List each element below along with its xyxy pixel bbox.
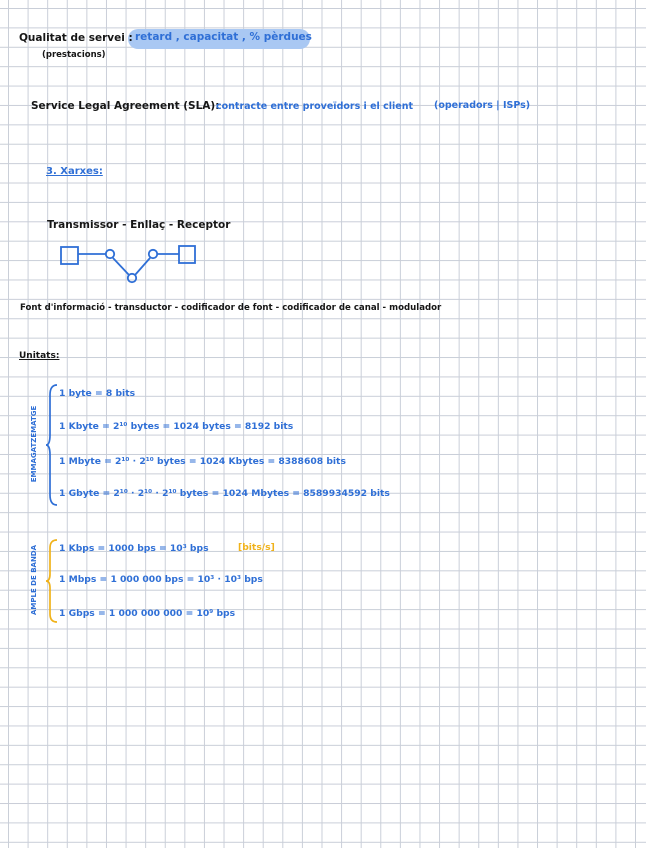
pipeline-text: Font d'informació - transductor - codificador de font - codificador de canal - modulador [20,303,442,313]
link-line [113,258,129,275]
node-circle [128,274,136,282]
section-title: 3. Xarxes: [46,166,103,177]
storage-line-4: 1 Gbyte = 2¹⁰ · 2¹⁰ · 2¹⁰ bytes = 1024 Mbytes = 8589934592 bits [59,488,390,499]
storage-line-3: 1 Mbyte = 2¹⁰ · 2¹⁰ bytes = 1024 Kbytes = 8388608 bits [59,456,346,467]
storage-brace [44,383,60,508]
bandwidth-line-2: 1 Mbps = 1 000 000 bps = 10³ · 10³ bps [59,574,263,585]
bandwidth-brace [44,538,60,624]
qos-sublabel: (prestacions) [42,50,106,60]
transmitter-box [61,247,78,264]
qos-values: retard , capacitat , % pèrdues [135,31,312,43]
sla-label: Service Legal Agreement (SLA): [31,100,220,112]
chain-text: Transmissor - Enllaç - Receptor [47,219,231,231]
bandwidth-unit: [bits/s] [238,542,275,553]
link-line [135,258,150,275]
units-title: Unitats: [19,351,60,361]
sla-description: contracte entre proveïdors i el client [216,101,414,112]
node-circle [149,250,157,258]
bandwidth-label: AMPLE DE BANDA [30,544,38,616]
storage-line-2: 1 Kbyte = 2¹⁰ bytes = 1024 bytes = 8192 bits [59,421,294,432]
sla-note: (operadors | ISPs) [434,100,531,111]
bandwidth-line-1: 1 Kbps = 1000 bps = 10³ bps [59,543,209,554]
receiver-box [179,246,195,263]
qos-label: Qualitat de servei : [19,32,133,44]
node-circle [106,250,114,258]
bandwidth-line-3: 1 Gbps = 1 000 000 000 = 10⁹ bps [59,608,236,619]
channel-diagram [55,241,205,286]
storage-label: EMMAGATZEMATGE [30,405,38,483]
storage-line-1: 1 byte = 8 bits [59,388,136,399]
